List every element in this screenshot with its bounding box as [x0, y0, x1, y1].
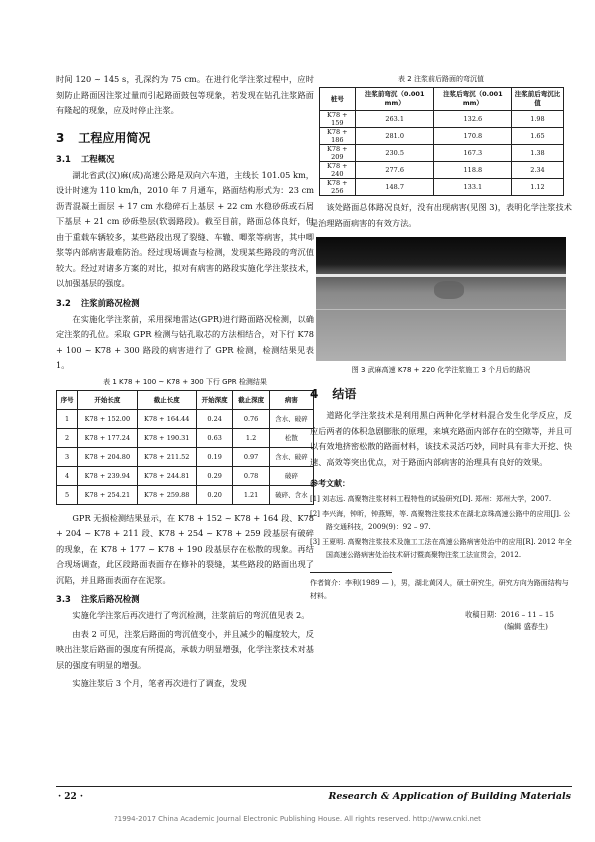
table-cell: K78 + 177.24	[78, 428, 137, 447]
table-cell: 148.7	[356, 179, 434, 196]
table-1-header: 开始长度	[78, 390, 137, 409]
table-cell: 167.3	[434, 145, 512, 162]
table-row	[57, 428, 314, 447]
editor-note: (编辑 盛春生)	[504, 622, 548, 631]
figure-3-caption: 图 3 武麻高速 K78 + 220 化学注浆施工 3 个月后的路况	[351, 366, 531, 374]
table-cell: 0.29	[196, 466, 232, 485]
right-column	[310, 72, 572, 633]
section-4-number: 4	[310, 387, 319, 401]
table-cell: 5	[57, 485, 78, 504]
references-heading: 参考文献：	[310, 479, 350, 488]
road-condition-paragraph: 该处路面总体路况良好，没有出现病害(见图 3)，表明化学注浆技术是治理路面病害的有效方法。	[310, 202, 572, 228]
table-row	[319, 128, 563, 145]
lane-marking	[316, 274, 566, 277]
table-2-header-row	[319, 88, 563, 111]
table-cell: K78 + 244.81	[137, 466, 196, 485]
table-cell: 170.8	[434, 128, 512, 145]
table-row	[319, 162, 563, 179]
table-1-header: 序号	[57, 390, 78, 409]
table-cell: 277.6	[356, 162, 434, 179]
copyright-line: ?1994-2017 China Academic Journal Electronic Publishing House. All rights reserved. http://www.cnki.net	[114, 815, 481, 823]
table-1-header: 截止长度	[137, 390, 196, 409]
table-cell: 3	[57, 447, 78, 466]
author-note: 作者简介：李利(1989 — )，男，湖北黄冈人，硕士研究生，研究方向为路面结构与材料。	[310, 579, 569, 600]
table-cell: K78 + 211.52	[137, 447, 196, 466]
section-3-title: 工程应用简况	[78, 130, 151, 145]
section-3-3-number: 3.3	[56, 594, 71, 604]
table-cell: K78 + 239.94	[78, 466, 137, 485]
section-4-heading	[310, 385, 572, 402]
post-grouting-paragraph-2: 由表 2 可见，注浆后路面的弯沉值变小，并且减少的幅度较大，反映出注浆后路面的强度有所提高，承载力明显增强，化学注浆技术对基层的强度有明显的增强。	[56, 628, 314, 670]
table-cell: 281.0	[356, 128, 434, 145]
road-photo	[316, 237, 566, 361]
table-cell: K78 + 256	[319, 179, 356, 196]
table-1-caption: 表 1 K78 + 100 ~ K78 + 300 下行 GPR 检测结果	[103, 377, 267, 386]
table-cell: 263.1	[356, 111, 434, 128]
left-column	[56, 72, 314, 695]
table-cell: 0.19	[196, 447, 232, 466]
section-3-1-number: 3.1	[56, 153, 71, 164]
table-cell: 0.76	[233, 409, 269, 428]
table-cell: K78 + 240	[319, 162, 356, 179]
table-cell: K78 + 186	[319, 128, 356, 145]
table-1-header: 病害	[269, 390, 313, 409]
table-row	[319, 145, 563, 162]
table-2	[319, 87, 564, 196]
section-3-2-heading	[56, 296, 314, 310]
table-cell: 含水、破碎	[269, 447, 313, 466]
table-2-header: 注浆前弯沉（0.001 mm）	[356, 88, 434, 111]
table-cell: 0.78	[233, 466, 269, 485]
reference-item: [2] 李兴海，钟昕，钟燕辉，等. 高聚物注浆技术在湖北京珠高速公路中的应用[J]. 公路交通科技，2009(9)：92 – 97.	[310, 510, 571, 531]
page-number: · 22 ·	[58, 792, 84, 802]
table-cell: 1.38	[512, 145, 563, 162]
table-cell: 破碎	[269, 466, 313, 485]
table-cell: K78 + 190.31	[137, 428, 196, 447]
table-cell: K78 + 164.44	[137, 409, 196, 428]
section-3-heading	[56, 129, 314, 146]
table-cell: K78 + 259.88	[137, 485, 196, 504]
table-cell: 1.12	[512, 179, 563, 196]
table-cell: 132.6	[434, 111, 512, 128]
table-cell: K78 + 209	[319, 145, 356, 162]
section-4-title: 结语	[332, 387, 357, 401]
table-row	[57, 447, 314, 466]
journal-name: Research & Application of Building Materials	[328, 791, 571, 802]
table-row	[57, 485, 314, 504]
table-cell: 破碎、含水	[269, 485, 313, 504]
reference-item: [3] 王夏明. 高聚物注浆技术及施工工法在高速公路病害处治中的应用[R]. 2012 年全国高速公路病害处治技术研讨暨高聚物注浆工法宣贯会，2012.	[310, 538, 572, 559]
table-cell: 2.34	[512, 162, 563, 179]
section-3-number: 3	[56, 130, 65, 145]
pre-grouting-paragraph: 在实施化学注浆前，采用探地雷达(GPR)进行路面路况检测，以确定注浆的孔位。采取 GPR 检测与钻孔取芯的方法相结合，对下行 K78 + 100 ~ K78 + 300 路段的病害进行了 GPR 检测，检测结果见表 1。	[56, 313, 314, 370]
table-cell: 1.65	[512, 128, 563, 145]
table-cell: 1.2	[233, 428, 269, 447]
table-row	[57, 466, 314, 485]
table-2-header: 注浆后弯沉（0.001 mm）	[434, 88, 512, 111]
table-cell: 0.63	[196, 428, 232, 447]
table-2-caption: 表 2 注浆前后路面的弯沉值	[398, 75, 484, 83]
section-3-1-title: 工程概况	[80, 153, 115, 164]
table-cell: K78 + 254.21	[78, 485, 137, 504]
road-patch	[434, 281, 464, 299]
received-date: 收稿日期：2016 – 11 – 15	[465, 610, 554, 619]
section-3-2-number: 3.2	[56, 297, 71, 308]
table-cell: 0.97	[233, 447, 269, 466]
table-1-header: 截止深度	[233, 390, 269, 409]
table-cell: 含水、破碎	[269, 409, 313, 428]
table-cell: 2	[57, 428, 78, 447]
table-cell: 4	[57, 466, 78, 485]
table-cell: 1.98	[512, 111, 563, 128]
post-grouting-paragraph-1: 实施化学注浆后再次进行了弯沉检测，注浆前后的弯沉值见表 2。	[72, 610, 310, 620]
footnote-divider	[310, 572, 392, 573]
table-cell: 118.8	[434, 162, 512, 179]
table-cell: K78 + 159	[319, 111, 356, 128]
table-cell: K78 + 204.80	[78, 447, 137, 466]
table-row	[57, 409, 314, 428]
section-3-3-title: 注浆后路况检测	[80, 594, 140, 604]
section-3-1-heading	[56, 152, 314, 166]
table-2-header: 桩号	[319, 88, 356, 111]
table-cell: 1	[57, 409, 78, 428]
table-cell: 1.21	[233, 485, 269, 504]
intro-paragraph: 时间 120 ~ 145 s，孔深约为 75 cm。在进行化学注浆过程中，应时刻防止路面因注浆过量而引起路面鼓包等现象，若发现在钻孔注浆路面有隆起的现象，应及时停止注浆。	[56, 74, 314, 115]
conclusion-paragraph: 道路化学注浆技术是利用黑白两种化学材料混合发生化学反应，反应后两者的体积急剧膨胀的原理，来填充路面内部存在的空隙等，并且可以有效地挤密松散的路面材料，该技术灵活巧妙，同时具有非大开挖、快速、高效等突出优点，对于路面内部病害的治理具有良好的效果。	[310, 410, 573, 467]
table-1-header: 开始深度	[196, 390, 232, 409]
footer-divider	[56, 786, 572, 787]
project-overview-paragraph: 湖北省武(汉)麻(成)高速公路是双向六车道，主线长 101.05 km，设计时速为 110 km/h，2010 年 7 月通车，路面结构形式为：23 cm 沥青混凝土面层 + 17 cm 水稳碎石上基层 + 22 cm 水稳砂砾或石屑下基层 + 21 cm 砂砾垫层(软弱路段)。截至目前，路面总体良好，但由于重载车辆较多，某些路段出现了裂缝、车辙、唧浆等病害，其中唧浆等内部病害最难防治。经过现场调查与检测，发现某些路段的弯沉值较大。经过对诸多方案的对比，拟对有病害的路段实施化学注浆技术，以加强基层的强度。	[56, 169, 314, 288]
section-3-3-heading	[56, 592, 314, 606]
table-cell: 松散	[269, 428, 313, 447]
table-cell: 230.5	[356, 145, 434, 162]
table-row	[319, 179, 563, 196]
table-cell: 0.24	[196, 409, 232, 428]
reference-item: [1] 刘志远. 高聚物注浆材料工程特性的试验研究[D]. 郑州：郑州大学，2007.	[310, 495, 552, 503]
table-1	[56, 390, 314, 505]
table-row	[319, 111, 563, 128]
table-cell: 0.20	[196, 485, 232, 504]
table-cell: 133.1	[434, 179, 512, 196]
table-1-header-row	[57, 390, 314, 409]
road-texture-line	[316, 309, 566, 310]
table-cell: K78 + 152.00	[78, 409, 137, 428]
table-2-header: 注浆前后弯沉比值	[512, 88, 563, 111]
section-3-2-title: 注浆前路况检测	[80, 297, 140, 308]
post-grouting-paragraph-3: 实施注浆后 3 个月，笔者再次进行了调查，发现	[72, 678, 247, 688]
gpr-results-paragraph: GPR 无损检测结果显示，在 K78 + 152 ~ K78 + 164 段、K78 + 204 ~ K78 + 211 段、K78 + 254 ~ K78 + 259 段基层有破碎的现象，在 K78 + 177 ~ K78 + 190 段基层存在松散的现象。再结合现场调查，此区段路面表面存在修补的裂缝，某些路段的路面出现了沉陷，并且路面表面存在泥浆。	[56, 512, 314, 585]
